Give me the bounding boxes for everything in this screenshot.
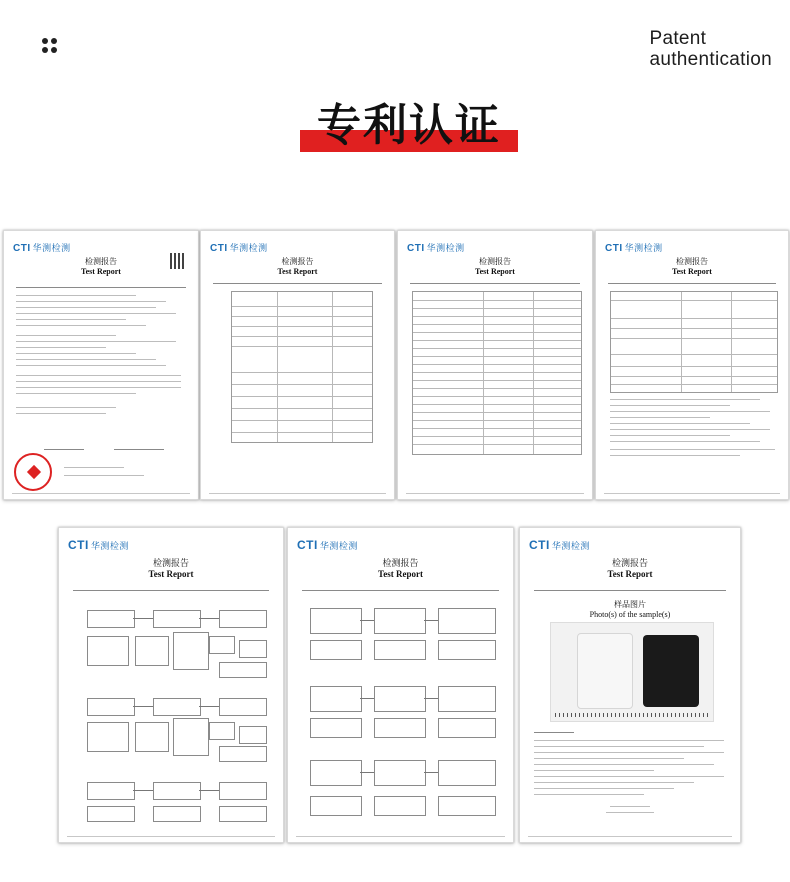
report-title: 检测报告 Test Report <box>148 558 194 579</box>
report-title: 检测报告 Test Report <box>672 257 712 276</box>
report-title: 检测报告 Test Report <box>475 257 515 276</box>
chinese-heading-text: 专利认证 <box>317 101 501 150</box>
cti-logo: CTI 华测检测 <box>529 538 590 552</box>
cti-logo: CTI 华测检测 <box>13 243 71 254</box>
cti-logo: CTI 华测检测 <box>68 538 129 552</box>
sample-photo <box>550 622 714 722</box>
report-page-1 <box>3 230 199 500</box>
results-table <box>610 291 778 393</box>
results-table <box>231 291 373 443</box>
cti-logo: CTI 华测检测 <box>605 243 663 254</box>
cti-logo: CTI 华测检测 <box>210 243 268 254</box>
report-title: 检测报告 Test Report <box>378 558 423 579</box>
chinese-heading <box>300 100 518 156</box>
report-page-2 <box>200 230 395 500</box>
report-page-4 <box>595 230 789 500</box>
header <box>0 0 790 200</box>
report-page-6 <box>287 527 514 843</box>
report-page-7 <box>519 527 741 843</box>
report-title: 检测报告 Test Report <box>277 257 318 276</box>
cti-logo: CTI 华测检测 <box>297 538 358 552</box>
cti-logo: CTI 华测检测 <box>407 243 465 254</box>
english-heading-line1: Patent <box>649 28 707 49</box>
sample-photo-title: 样品图片 Photo(s) of the sample(s) <box>589 600 671 619</box>
report-title: 检测报告 Test Report <box>607 558 653 579</box>
grid-icon <box>42 38 58 54</box>
report-page-5 <box>58 527 284 843</box>
official-stamp <box>14 453 52 491</box>
english-heading <box>649 28 772 70</box>
report-title: 检测报告 Test Report <box>81 257 121 276</box>
english-heading-line2: authentication <box>649 49 772 70</box>
results-table <box>412 291 582 455</box>
report-page-3 <box>397 230 593 500</box>
